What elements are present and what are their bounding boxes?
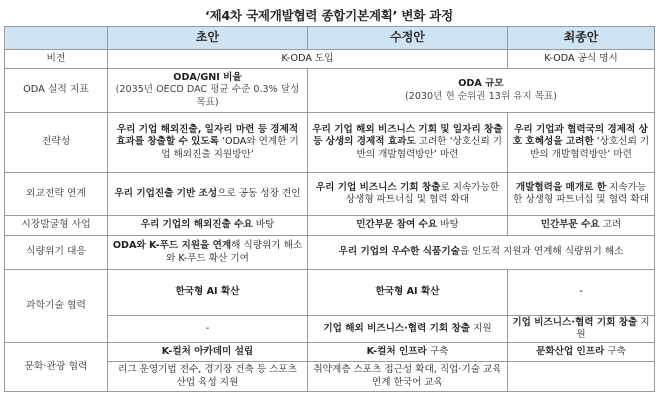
table-row bbox=[5, 113, 655, 173]
cell-diplomacy-revised bbox=[308, 173, 508, 216]
diplomacy-revised-bold: 우리 기업 비즈니스 기회 창출 bbox=[315, 181, 441, 193]
header-final: 최종안 bbox=[508, 27, 655, 50]
cell-culture-draft-bottom: 리그 운영기법 전수, 경기장 건축 등 스포츠 산업 육성 지원 bbox=[108, 362, 308, 392]
food-merged-a: 우리 기업의 우수한 bbox=[338, 246, 423, 258]
cell-market-revised bbox=[308, 216, 508, 236]
cell-culture-final-top bbox=[508, 343, 655, 362]
cell-diplomacy-final bbox=[508, 173, 655, 216]
cell-diplomacy-draft bbox=[108, 173, 308, 216]
strategy-final-bold: 우리 기업과 협력국의 경제적 상호 호혜성을 고려한 bbox=[512, 124, 648, 148]
table-row bbox=[5, 343, 655, 362]
table-row bbox=[5, 236, 655, 270]
oda-merged-sub: (2030년 현 순위권 13위 유지 목표) bbox=[404, 90, 558, 102]
cell-market-draft bbox=[108, 216, 308, 236]
table-row bbox=[5, 173, 655, 216]
cell-strategy-revised bbox=[308, 113, 508, 173]
cell-food-draft bbox=[108, 236, 308, 270]
cell-culture-draft-top: K-컬처 아카데미 설립 bbox=[108, 343, 308, 362]
page-title: ‘제4차 국제개발협력 종합기본계획’ 변화 과정 bbox=[205, 8, 453, 23]
strategy-revised-bold: 우리 기업 해외 비즈니스 기회 및 일자리 창출 등 상생의 경제적 효과도 bbox=[312, 124, 503, 148]
table-row bbox=[5, 270, 655, 316]
row-label-vision: 비전 bbox=[5, 50, 108, 69]
market-revised-bold: 민간부문 참여 수요 bbox=[356, 219, 438, 231]
diplomacy-draft-bold: 우리 기업진출 기반 조성 bbox=[114, 187, 218, 199]
cell-vision-final: K-ODA 공식 명시 bbox=[508, 50, 655, 69]
table-header-row bbox=[5, 27, 655, 50]
table-row bbox=[5, 69, 655, 113]
strategy-revised-rest: 고려한 ‘상호신뢰 기반의 개발협력방안’ 마련 bbox=[356, 136, 503, 160]
cell-strategy-final bbox=[508, 113, 655, 173]
cell-oda-draft bbox=[108, 69, 308, 113]
cell-science-final-bottom bbox=[508, 316, 655, 343]
culture-revised-top-rest: 구축 bbox=[429, 345, 449, 357]
table-row bbox=[5, 216, 655, 236]
food-merged-b: 식품기술 bbox=[422, 246, 460, 258]
row-label-culture: 문화·관광 협력 bbox=[5, 343, 108, 392]
cell-strategy-draft bbox=[108, 113, 308, 173]
culture-revised-top-bold: K-컬처 인프라 bbox=[366, 345, 427, 357]
cell-culture-final-bottom bbox=[508, 362, 655, 392]
science-revised-bottom-bold: 기업 해외 비즈니스·협력 기회 창출 bbox=[323, 322, 471, 334]
culture-final-top-bold: 문화산업 인프라 bbox=[536, 345, 605, 357]
cell-market-final bbox=[508, 216, 655, 236]
table-row bbox=[5, 50, 655, 69]
cell-culture-revised-top bbox=[308, 343, 508, 362]
science-final-bottom-bold: 기업 비즈니스·협력 기회 창출 bbox=[512, 316, 638, 328]
strategy-draft-bold: 우리 기업 해외진출, 일자리 마련 등 경제적 효과를 창출할 수 있도록 bbox=[116, 124, 299, 148]
row-label-food: 식량위기 대응 bbox=[5, 236, 108, 270]
market-draft-bold: 우리 기업의 해외진출 수요 bbox=[140, 219, 253, 231]
food-merged-c: 을 인도적 지원과 연계해 식량위기 해소 bbox=[459, 246, 624, 258]
food-draft-bold: ODA와 K-푸드 지원을 연계 bbox=[112, 240, 232, 252]
header-blank bbox=[5, 27, 108, 50]
oda-draft-sub: (2035년 OECD DAC 평균 수준 0.3% 달성 목표) bbox=[115, 84, 300, 108]
cell-science-draft-top: 한국형 AI 확산 bbox=[108, 270, 308, 316]
market-final-bold: 민간부문 수요 bbox=[540, 219, 600, 231]
market-draft-rest: 바탕 bbox=[255, 219, 275, 231]
cell-food-merged bbox=[308, 236, 655, 270]
diplomacy-final-rest: 지속가능한 상생형 파트너십 및 협력 확대 bbox=[513, 181, 649, 205]
row-label-oda: ODA 실적 지표 bbox=[5, 69, 108, 113]
cell-vision-merged: K-ODA 도입 bbox=[108, 50, 508, 69]
cell-science-revised-top: 한국형 AI 확산 bbox=[308, 270, 508, 316]
cell-oda-merged bbox=[308, 69, 655, 113]
strategy-draft-rest: ‘ODA와 연계한 기업 해외진출 지원방안’ bbox=[161, 136, 299, 160]
cell-science-revised-bottom bbox=[308, 316, 508, 343]
science-final-bottom-rest: 지원 bbox=[576, 316, 650, 340]
row-label-diplomacy: 외교전략 연계 bbox=[5, 173, 108, 216]
row-label-strategy: 전략성 bbox=[5, 113, 108, 173]
strategy-final-rest: ‘상호신뢰 기반의 개발협력방안’ 마련 bbox=[530, 136, 650, 160]
header-revised: 수정안 bbox=[308, 27, 508, 50]
oda-draft-title: ODA/GNI 비율 bbox=[173, 72, 242, 84]
row-label-science: 과학기술 협력 bbox=[5, 270, 108, 343]
row-label-market: 시장발굴형 사업 bbox=[5, 216, 108, 236]
science-revised-bottom-rest: 지원 bbox=[473, 322, 492, 334]
culture-final-top-rest: 구축 bbox=[607, 345, 626, 357]
oda-merged-title: ODA 규모 bbox=[458, 78, 504, 90]
diplomacy-revised-rest: 로 지속가능한 상생형 파트너십 및 협력 확대 bbox=[345, 181, 500, 205]
header-draft: 초안 bbox=[108, 27, 308, 50]
market-revised-rest: 바탕 bbox=[440, 219, 459, 231]
diplomacy-final-bold: 개발협력을 매개로 한 bbox=[515, 181, 606, 193]
cell-science-draft-bottom: - bbox=[108, 316, 308, 343]
food-draft-rest: 해 식량위기 해소와 K-푸드 확산 기여 bbox=[166, 240, 303, 264]
cell-science-final-top: - bbox=[508, 270, 655, 316]
market-final-rest: 고려 bbox=[602, 219, 622, 231]
diplomacy-draft-rest: 으로 공동 성장 견인 bbox=[217, 187, 301, 199]
comparison-table bbox=[4, 26, 655, 392]
cell-culture-revised-bottom: 취약계층 스포츠 접근성 확대, 직업·기술 교육 연계 한국어 교육 bbox=[308, 362, 508, 392]
